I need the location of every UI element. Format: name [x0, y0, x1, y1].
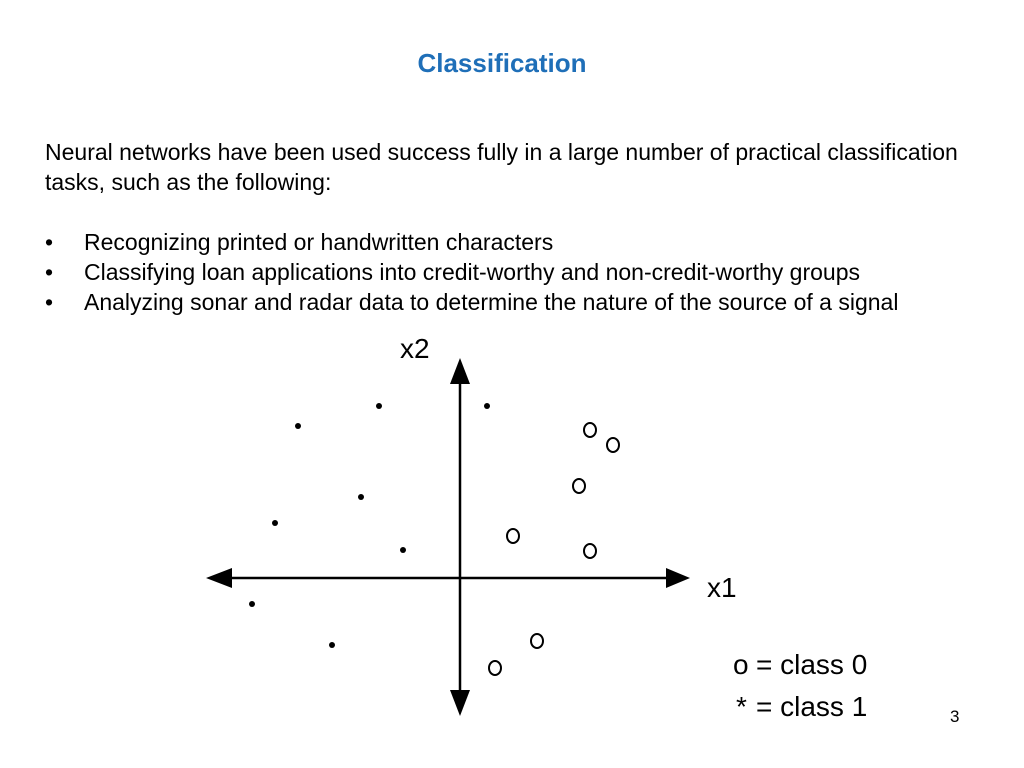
- class-1-point: [358, 494, 364, 500]
- slide-title: Classification: [417, 48, 587, 78]
- legend-class-1-text: = class 1: [756, 691, 868, 722]
- bullet-text: Analyzing sonar and radar data to determine the nature of the source of a signal: [84, 289, 899, 315]
- x-axis-arrow-left: [206, 568, 232, 588]
- class-0-point: [607, 438, 619, 452]
- class-1-point: [484, 403, 490, 409]
- class-0-point: [507, 529, 519, 543]
- class-0-point: [584, 423, 596, 437]
- legend-class-1-symbol: *: [736, 691, 747, 722]
- class-0-point: [489, 661, 501, 675]
- class-1-point: [272, 520, 278, 526]
- class-1-point: [249, 601, 255, 607]
- bullet-dot: •: [45, 289, 54, 315]
- class-1-point: [329, 642, 335, 648]
- bullet-text: Recognizing printed or handwritten characters: [84, 229, 554, 255]
- class-1-point: [295, 423, 301, 429]
- class-1-point: [376, 403, 382, 409]
- bullet-dot: •: [45, 259, 54, 285]
- intro-line-2: tasks, such as the following:: [45, 169, 332, 195]
- class-0-point: [531, 634, 543, 648]
- class-1-points: [249, 403, 490, 648]
- legend-class-0-text: = class 0: [756, 649, 868, 680]
- page-number: 3: [950, 707, 960, 726]
- legend: [733, 649, 867, 722]
- class-0-point: [584, 544, 596, 558]
- x-axis-arrow-right: [666, 568, 690, 588]
- bullet-text: Classifying loan applications into credit-worthy and non-credit-worthy groups: [84, 259, 860, 285]
- class-0-points: [489, 423, 619, 675]
- axes: [206, 358, 690, 716]
- class-0-point: [573, 479, 585, 493]
- y-axis-arrow-down: [450, 690, 470, 716]
- class-1-point: [400, 547, 406, 553]
- bullet-dot: •: [45, 229, 54, 255]
- legend-class-0-symbol: o: [733, 649, 749, 680]
- intro-line-1: Neural networks have been used success fully in a large number of practical classification: [45, 139, 958, 165]
- y-axis-arrow-up: [450, 358, 470, 384]
- x-axis-label: x1: [707, 572, 737, 603]
- y-axis-label: x2: [400, 333, 430, 364]
